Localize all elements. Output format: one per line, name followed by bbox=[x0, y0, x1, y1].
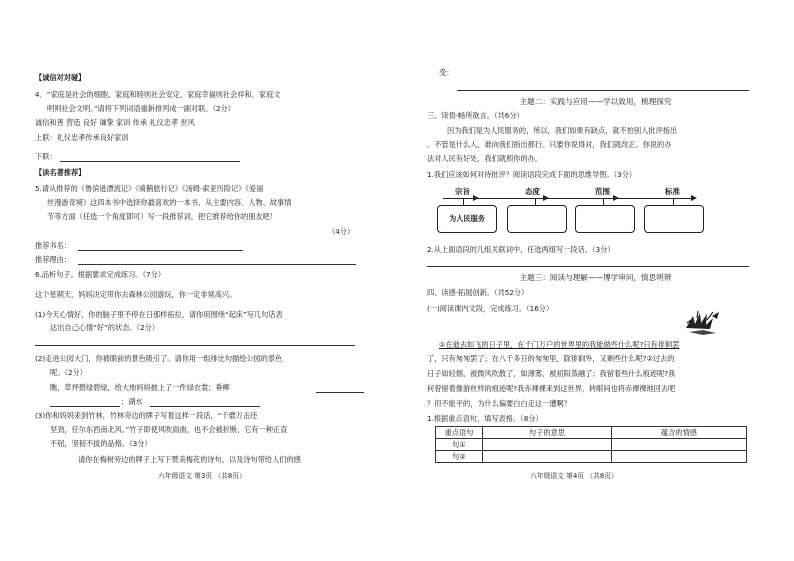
q6-3-line-4: 请你在梅树旁边的牌子上写下赞美梅花的诗句，以及诗句带给人们的感 bbox=[78, 455, 301, 464]
book-name-blank[interactable] bbox=[78, 250, 243, 251]
emotion-cell[interactable] bbox=[612, 451, 747, 463]
theme-three-heading: 主题三：阅读与理解——博学审问，慎思明辨 bbox=[519, 273, 672, 282]
swallow-illustration bbox=[683, 308, 723, 338]
table-header: 重点语句 bbox=[436, 427, 483, 439]
excerpt-line-5: ？但不能平的，为什么偏要白白走这一遭啊？ bbox=[427, 399, 571, 408]
passage-line-2: 。不管是什么人，谁向我们指出都行。只要你说得对，我们就改正。你说的办 bbox=[427, 140, 672, 149]
emotion-cell[interactable] bbox=[612, 439, 747, 451]
reason-label: 推荐理由： bbox=[35, 255, 71, 264]
q6-1-line-2: 达出自己心情“好”的状态。（2分） bbox=[50, 323, 160, 332]
excerpt-line-2: 了，只有匆匆罢了；在八千多日的匆匆里，除徘徊外，又剩些什么呢?②过去的 bbox=[427, 354, 675, 363]
q5-line-3: 节等方面（任选一个角度即可）写一段推荐词，把它推荐给你的朋友吧！ bbox=[47, 212, 278, 221]
q6-line: 6.品析句子。根据要求完成练习。（7分） bbox=[35, 270, 166, 279]
flow-arrow-3 bbox=[613, 195, 619, 201]
right-page bbox=[397, 0, 794, 561]
passage-line-3: 法对人民有好处，我们就照你的办。 bbox=[427, 154, 543, 163]
q6-3-line-3: 不屈，坚韧不拔的品格。（3分） bbox=[50, 439, 152, 448]
table-row bbox=[436, 451, 747, 463]
q6-2-line-1: (2)走进公园大门，你被眼前的景色吸引了。请你用一组排比句描绘公园的景色 bbox=[35, 354, 283, 363]
lower-couplet-label: 下联： bbox=[35, 152, 57, 161]
meaning-cell[interactable] bbox=[483, 439, 612, 451]
feel-blank[interactable] bbox=[457, 90, 749, 91]
table-header: 句子的意思 bbox=[483, 427, 612, 439]
flow-arrow-2 bbox=[543, 195, 549, 201]
willow-blank[interactable] bbox=[316, 392, 364, 393]
table-row-label: 句① bbox=[436, 439, 483, 451]
q5-line-2: 丝漫游奇境》这四本书中选择你最喜欢的一本书，从主要内容、人物、故事情 bbox=[47, 198, 292, 207]
flow-arrow-1 bbox=[473, 195, 479, 201]
q6-intro: 这个星期天，妈妈决定带你去森林公园游玩，你一定非常高兴。 bbox=[35, 290, 237, 299]
section-four: 四、读感·拓展创新。（共52分） bbox=[427, 288, 529, 297]
q2-connectives: 2.从上面语段的几组关联词中，任选两组写一段话。（3分） bbox=[427, 245, 615, 254]
flow-box-purpose: 为人民服务 bbox=[437, 205, 497, 233]
flow-tick-1 bbox=[463, 198, 464, 205]
excerpt-line-4: 何曾留着像游丝样的痕迹呢?我赤裸裸来到这世界，转眼间也将赤裸裸地回去吧 bbox=[427, 384, 676, 393]
q6-2-line-4: ；湖水 bbox=[121, 397, 143, 406]
q6-1-line-1: (1)今天心情好，你的脑子里不停在日那样拓拉，请你用围绕“起床”写几句话表 bbox=[35, 310, 283, 319]
meaning-cell[interactable] bbox=[483, 451, 612, 463]
flow-label-attitude: 态度 bbox=[525, 187, 540, 196]
section-honesty: 【诚信对对碰】 bbox=[35, 73, 86, 82]
q2-blank[interactable] bbox=[427, 266, 749, 267]
flow-box-scope[interactable] bbox=[575, 205, 635, 233]
analysis-table bbox=[435, 426, 747, 463]
flow-main-line bbox=[443, 198, 693, 199]
book-name-label: 推荐书名： bbox=[35, 241, 71, 250]
subsection-one: (一)阅读课内文段，完成练习。（16分） bbox=[427, 304, 554, 313]
table-row bbox=[436, 439, 747, 451]
feel-label: 受： bbox=[439, 68, 454, 77]
flow-tick-2 bbox=[535, 198, 536, 205]
flow-tick-3 bbox=[603, 198, 604, 205]
q4-line-1: 4．“家庭是社会的细胞，家庭和睦则社会安定，家庭幸福则社会祥和，家庭文 bbox=[35, 90, 281, 99]
q4-words: 诚信和善 营造 良好 谦挚 家训 传承 礼仪忠孝 世风 bbox=[35, 118, 195, 127]
page-footer-left: 六年级语文 第3页 （共8页） bbox=[158, 472, 246, 480]
excerpt-line-1: ①在逝去如飞的日子里，在千门万户的世界里的我能做些什么呢?只有徘徊罢 bbox=[439, 340, 680, 349]
passage-line-1: 因为我们是为人民服务的，所以，我们如果有缺点，就不怕别人批评指出 bbox=[447, 126, 678, 135]
q-table-instruction: 1.根据重点语句，填写表格。（8分） bbox=[427, 414, 543, 423]
page-footer-right: 六年级语文 第4页 （共8页） bbox=[530, 472, 618, 480]
section-reading: 【读名著推荐】 bbox=[35, 168, 86, 177]
reason-blank[interactable] bbox=[78, 264, 356, 265]
table-row-label: 句② bbox=[436, 451, 483, 463]
q6-3-line-2: 坚劲，任尔东西南北风。”竹子即使风吹雨曲，也不会被折断，它有一种正直 bbox=[50, 425, 288, 434]
q5-score: （4分） bbox=[328, 227, 355, 236]
lower-couplet-blank[interactable] bbox=[60, 161, 240, 162]
flow-label-purpose: 宗旨 bbox=[455, 187, 470, 196]
flow-box-standard[interactable] bbox=[644, 205, 704, 233]
q6-1-blank[interactable] bbox=[35, 345, 355, 346]
q4-line-2: 明则社会文明。”请将下列词语重新排列成一副对联。（2分） bbox=[47, 104, 235, 113]
q5-line-1: 5.请从推荐的《鲁滨逊漂流记》《骑鹅旅行记》《汤姆·索亚历险记》《爱丽 bbox=[35, 184, 264, 193]
flow-label-scope: 范围 bbox=[595, 187, 610, 196]
section-three: 三、读悟·畅所欲言。（共6分） bbox=[427, 111, 524, 120]
flow-arrow-4 bbox=[691, 195, 697, 201]
upper-couplet: 上联：礼仪忠孝传承良好家训 bbox=[35, 133, 129, 142]
lake-blank-a[interactable] bbox=[50, 406, 120, 407]
q6-2-line-3: 瞧，草坪碧绿碧绿，给大地妈妈披上了一件绿衣裳；垂柳 bbox=[50, 383, 230, 392]
excerpt-line-3: 日子如轻烟，被微风吹散了，如薄雾，被初阳蒸融了；我留着些什么痕迹呢?我 bbox=[427, 369, 676, 378]
lake-blank-b[interactable] bbox=[150, 406, 260, 407]
theme-two-heading: 主题二：实践与应用——学以致用，梳理探究 bbox=[519, 97, 672, 106]
flow-tick-4 bbox=[673, 198, 674, 205]
flow-label-standard: 标准 bbox=[665, 187, 680, 196]
table-header: 蕴含的情感 bbox=[612, 427, 747, 439]
table-header-row bbox=[436, 427, 747, 439]
flow-box-attitude[interactable] bbox=[507, 205, 567, 233]
q1-mindmap: 1.我们应该如何对待批评？阅读语段完成下面的思维导图。（3分） bbox=[427, 170, 637, 179]
q6-2-line-2: 呢。（2分） bbox=[50, 368, 87, 377]
q6-3-line-1: (3)你和妈妈来到竹林，竹林旁边的牌子写着这样一段话，“千磨万击还 bbox=[35, 411, 258, 420]
